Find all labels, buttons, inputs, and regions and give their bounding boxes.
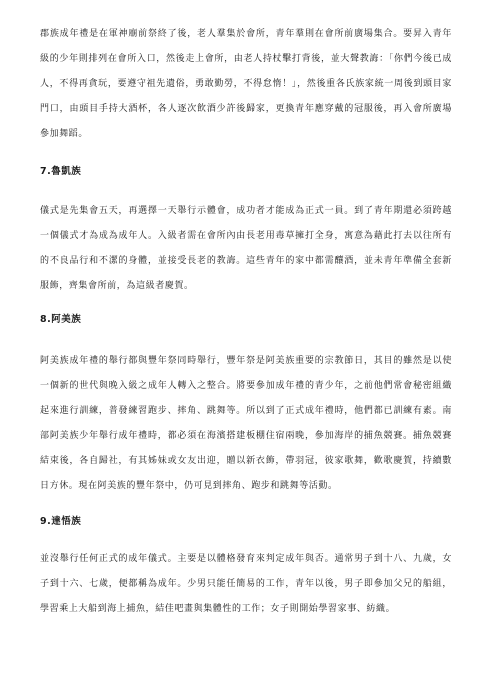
intro-paragraph: 郡族成年禮是在軍神廟前祭終了後，老人羣集於會所，青年羣則在會所前廣場集合。要昇入青年級的少年則排列在會所入口，然後走上會所，由老人持杖擊打背後，並大聲教誨：「你們今後已成人，不得再貪玩，要遵守祖先遺俗，勇敢勤勞，不得怠惰！」，然後重各氏族家統一周後到頭目家門口，由頭目手持大酒杯，各人逐次飲酒少許後歸家，更換青年應穿戴的冠服後，再入會所廣場參加舞蹈。 (40, 29, 452, 139)
section-body-amis: 阿美族成年禮的舉行都與豐年祭同時舉行，豐年祭是阿美族重要的宗教節日，其目的雖然是以使一個新的世代與晚入級之成年人轉入之整合。將要參加成年禮的青少年，之前他們常會秘密組織起來進行訓練，普發練習跑步、摔角、跳舞等。所以到了正式成年禮時，他們都已訓練有素。南部阿美族少年舉行成年禮時，都必須在海濱搭建板棚住宿兩晚，參加海岸的捕魚競賽。捕魚競賽結束後，各自歸社，有其姊妹或女友出迎，贈以新衣飾，帶羽冠，彼家歌舞，歡歌慶賀，持續數日方休。現在阿美族的豐年祭中，仍可見到摔角、跑步和跳舞等活動。 (40, 356, 452, 491)
section-heading-amis: 8.阿美族 (40, 314, 82, 325)
section-heading-rukai: 7.魯凱族 (40, 166, 82, 177)
section-body-rukai: 儀式是先集會五天，再選擇一天舉行示體會，成功者才能成為正式一員。到了青年期還必須跨越一個儀式才為成為成年人。入級者需在會所內由長老用毒草擁打全身，寓意為藉此打去以往所有的不良品行和不潔的身體，並接受長老的教誨。這些青年的家中都需釀酒，並未青年準備全套新服飾，齊集會所前，為這級者慶賀。 (40, 206, 452, 291)
section-heading-tao: 9.達悟族 (40, 516, 82, 527)
section-body-tao: 並沒舉行任何正式的成年儀式。主要是以體格發育來判定成年與否。通常男子到十八、九歲，女子到十六、七歲，便都稱為成年。少男只能任簡易的工作，青年以後，男子即參加父兄的船組，學習乘上大船到海上捕魚，結佳吧畫與集體性的工作；女子則開始學習家事、紡織。 (40, 554, 452, 614)
